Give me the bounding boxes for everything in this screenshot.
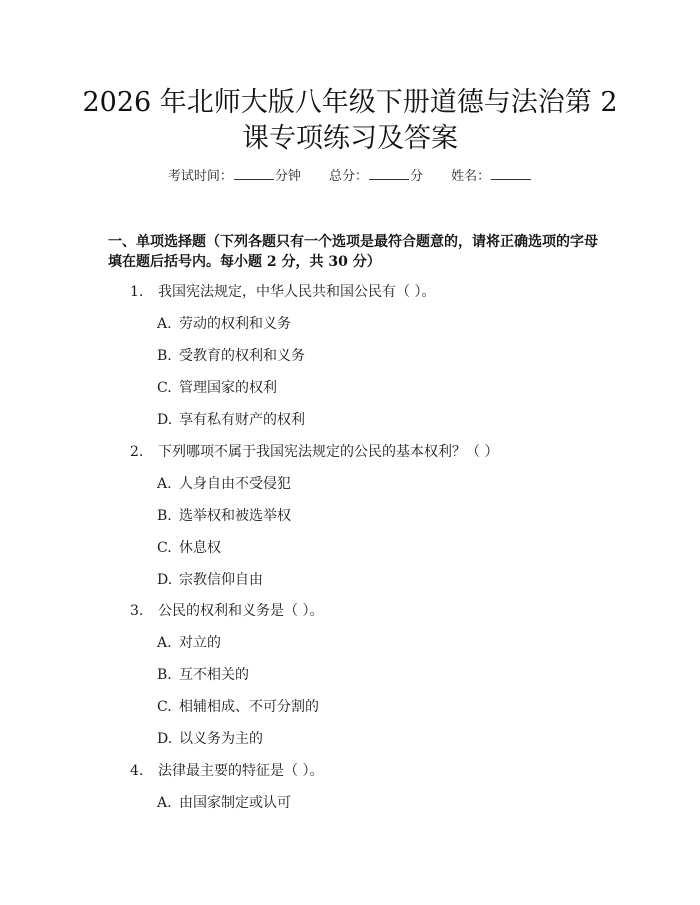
question-text: 公民的权利和义务是（ ）。 [158,603,324,619]
question-number: 1. [130,284,144,300]
question-text: 法律最主要的特征是（ ）。 [158,763,324,779]
option-text: 选举权和被选举权 [179,508,291,524]
total-score-blank [369,167,409,180]
option-text: 互不相关的 [179,667,249,683]
total-score-unit: 分 [410,169,424,184]
question-number: 3. [130,603,144,619]
question-4-option-a [157,793,291,813]
question-2-option-a [157,474,291,494]
question-text: 下列哪项不属于我国宪法规定的公民的基本权利？（ ） [158,444,499,460]
option-text: 享有私有财产的权利 [179,412,305,428]
question-3-option-d [157,729,263,749]
question-1 [130,282,435,302]
exam-time-label: 考试时间： [167,169,233,184]
exam-time-unit: 分钟 [274,169,301,184]
option-letter: A. [157,476,172,492]
option-letter: C. [157,540,172,556]
student-name [451,167,532,187]
option-letter: A. [157,795,172,811]
option-text: 宗教信仰自由 [179,572,263,588]
option-text: 受教育的权利和义务 [179,348,305,364]
option-text: 休息权 [179,540,221,556]
question-3-option-c [157,697,319,717]
total-score-label: 总分： [328,169,368,184]
option-letter: A. [157,316,172,332]
question-3-option-b [157,665,249,685]
option-text: 相辅相成、不可分割的 [179,699,319,715]
option-text: 对立的 [179,635,221,651]
question-1-option-d [157,410,305,430]
question-1-option-b [157,346,305,366]
option-letter: D. [157,731,173,747]
option-text: 管理国家的权利 [179,380,277,396]
student-name-label: 姓名： [451,169,491,184]
option-letter: C. [157,699,172,715]
question-2-option-c [157,538,221,558]
option-letter: B. [157,508,172,524]
section-heading: 一、单项选择题（下列各题只有一个选项是最符合题意的，请将正确选项的字母填在题后括号内。每小题 2 分，共 30 分） [108,234,598,270]
question-4 [130,761,323,781]
question-number: 4. [130,763,144,779]
option-letter: B. [157,348,172,364]
document-title-line-2: 课专项练习及答案 [242,123,458,154]
option-letter: D. [157,412,173,428]
exam-time-blank [234,167,274,180]
question-number: 2. [130,444,144,460]
option-letter: C. [157,380,172,396]
option-text: 由国家制定或认可 [179,795,291,811]
exam-time [168,167,301,187]
option-letter: D. [157,572,173,588]
option-text: 以义务为主的 [179,731,263,747]
question-2-option-b [157,506,291,526]
option-letter: B. [157,667,172,683]
question-2 [130,442,498,462]
question-1-option-a [157,314,291,334]
question-1-option-c [157,378,277,398]
student-name-blank [491,167,531,180]
document-title-line-1: 2026 年北师大版八年级下册道德与法治第 2 [82,87,618,118]
question-2-option-d [157,570,263,590]
option-text: 劳动的权利和义务 [179,316,291,332]
question-3-option-a [157,633,221,653]
option-text: 人身自由不受侵犯 [179,476,291,492]
option-letter: A. [157,635,172,651]
question-3 [130,601,323,621]
question-text: 我国宪法规定，中华人民共和国公民有（ ）。 [158,284,436,300]
total-score [329,167,423,187]
exam-meta [0,167,700,187]
